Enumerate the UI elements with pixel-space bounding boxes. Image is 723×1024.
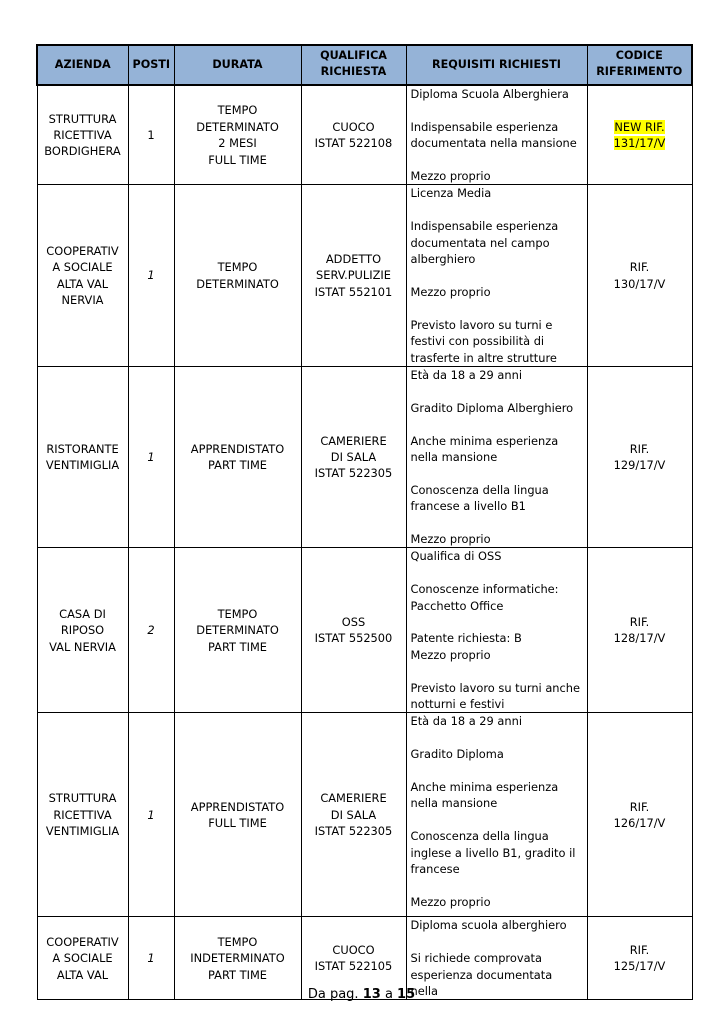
cell-durata-line: FULL TIME [208,815,267,830]
cell-qualifica-line: SERV.PULIZIE [316,268,391,283]
cell-requisiti-line: Si richiede comprovata [410,951,543,966]
cell-requisiti [406,85,587,185]
cell-requisiti [406,185,587,366]
cell-qualifica-line: ADDETTO [325,252,382,267]
cell-requisiti-line: Licenza Media [410,186,492,201]
cell-requisiti-line: notturni e festivi [410,697,505,712]
cell-codice-line: 129/17/V [613,458,666,473]
cell-requisiti-line [411,267,583,283]
cell-qualifica-line: ISTAT 552101 [314,284,393,299]
cell-requisiti-line [411,416,583,432]
cell-durata-line: TEMPO [217,103,258,118]
cell-requisiti-line: Anche minima esperienza [410,433,559,448]
cell-durata [174,548,301,713]
table-row [37,85,692,185]
cell-requisiti-line [411,465,583,481]
cell-azienda-line: STRUTTURA [48,111,117,126]
cell-requisiti-line [411,383,583,399]
cell-requisiti [406,548,587,713]
cell-codice-line: 126/17/V [613,815,666,830]
cell-requisiti-line [411,202,583,218]
cell-azienda-line: COOPERATIV [46,243,119,258]
table-header-row [37,45,692,85]
cell-requisiti-line: Età da 18 a 29 anni [410,714,523,729]
cell-requisiti-line [411,515,583,531]
cell-posti: 2 [128,548,174,713]
cell-azienda-line: RIPOSO [60,623,105,638]
cell-codice-line: RIF. [629,943,650,958]
cell-codice-line: RIF. [629,799,650,814]
header-codice [587,45,692,85]
cell-codice [587,185,692,366]
cell-azienda-line: ALTA VAL [56,967,109,982]
cell-posti: 1 [128,185,174,366]
cell-durata-line: DETERMINATO [196,276,279,291]
header-azienda: AZIENDA [37,45,128,85]
highlighted-code-line: NEW RIF. [614,119,665,134]
cell-requisiti-line: Pacchetto Office [410,598,504,613]
cell-qualifica-line: CAMERIERE [320,791,387,806]
cell-posti: 1 [128,713,174,917]
cell-qualifica-line: ISTAT 552500 [314,631,393,646]
cell-azienda-line: VENTIMIGLIA [45,824,120,839]
cell-codice-line: RIF. [629,615,650,629]
cell-qualifica-line: ISTAT 522305 [314,824,393,839]
cell-qualifica-line: ISTAT 522105 [314,959,393,974]
cell-posti: 1 [128,85,174,185]
cell-requisiti-line: documentata nel campo [410,235,550,250]
table-row [37,713,692,917]
cell-azienda [37,366,128,547]
cell-requisiti-line [411,763,583,779]
cell-requisiti-line: Conoscenza della lingua [410,482,549,497]
table-row [37,548,692,713]
cell-requisiti-line: Indispensabile esperienza [410,219,559,234]
header-durata: DURATA [174,45,301,85]
cell-posti: 1 [128,917,174,1000]
job-offers-table [36,44,693,1000]
cell-requisiti [406,366,587,547]
cell-codice-line: RIF. [629,260,650,275]
cell-qualifica-line: OSS [341,615,366,629]
cell-azienda-line: VENTIMIGLIA [45,458,120,473]
cell-durata-line: 2 MESI [218,136,257,151]
cell-qualifica-line: DI SALA [330,449,377,464]
cell-requisiti-line: Indispensabile esperienza [410,119,559,134]
cell-azienda-line: VAL NERVIA [49,639,116,654]
cell-requisiti-line [411,663,583,679]
cell-qualifica [301,548,406,713]
cell-qualifica [301,713,406,917]
cell-durata-line: INDETERMINATO [190,951,285,966]
footer-page-from: 13 [362,987,381,1002]
cell-requisiti-line: esperienza documentata nella [410,967,553,999]
cell-durata-line: TEMPO [217,606,258,621]
cell-requisiti-line [411,812,583,828]
cell-requisiti-line: Diploma Scuola Alberghiera [410,87,569,101]
cell-durata-line: TEMPO [217,934,258,949]
cell-codice-line: 125/17/V [613,959,666,974]
cell-requisiti-line: Previsto lavoro su turni e [410,317,553,332]
header-qualifica-line: QUALIFICA [320,48,387,62]
cell-requisiti-line: inglese a livello B1, gradito il [410,845,576,860]
cell-qualifica-line: CUOCO [332,943,375,958]
footer-prefix: Da pag. [307,987,359,1002]
cell-azienda-line: ALTA VAL [56,276,109,291]
header-requisiti: REQUISITI RICHIESTI [406,45,587,85]
cell-qualifica-line: CUOCO [332,119,375,134]
cell-requisiti-line: Gradito Diploma [410,747,504,762]
cell-requisiti-line: documentata nella mansione [410,136,577,151]
cell-durata [174,366,301,547]
cell-durata [174,713,301,917]
cell-requisiti-line: nella mansione [410,449,498,464]
cell-qualifica-line: ISTAT 522305 [314,466,393,481]
cell-azienda-line: NERVIA [61,293,104,308]
header-qualifica [301,45,406,85]
cell-requisiti-line: trasferte in altre strutture [410,350,557,365]
cell-requisiti-line [411,102,583,118]
cell-codice [587,713,692,917]
cell-requisiti-line [411,565,583,581]
cell-codice [587,85,692,185]
cell-qualifica-line: DI SALA [330,807,377,822]
cell-requisiti-line: Diploma scuola alberghiero [410,918,567,933]
cell-azienda-line: RISTORANTE [46,441,119,456]
cell-qualifica [301,185,406,366]
cell-qualifica-line: CAMERIERE [320,433,387,448]
header-posti: POSTI [128,45,174,85]
cell-requisiti-line [411,300,583,316]
footer-middle: a [384,987,393,1002]
cell-requisiti-line [411,614,583,630]
cell-requisiti-line: alberghiero [410,252,476,267]
table-row [37,185,692,366]
cell-durata-line: PART TIME [208,458,267,473]
cell-requisiti-line: Età da 18 a 29 anni [410,367,523,382]
cell-requisiti-line [411,730,583,746]
cell-requisiti-line: nella mansione [410,796,498,811]
cell-requisiti-line: Gradito Diploma Alberghiero [410,400,574,415]
cell-durata-line: TEMPO [217,260,258,275]
header-qualifica-line: RICHIESTA [320,65,387,78]
cell-qualifica [301,366,406,547]
cell-qualifica [301,85,406,185]
cell-requisiti-line: Mezzo proprio [410,894,491,909]
cell-durata-line: DETERMINATO [196,119,279,134]
cell-requisiti-line [411,152,583,168]
cell-durata [174,185,301,366]
cell-azienda [37,713,128,917]
highlighted-code-line: 131/17/V [613,136,666,151]
cell-qualifica-line: ISTAT 522108 [314,136,393,151]
cell-requisiti [406,713,587,917]
page-range-footer [0,987,723,1002]
cell-requisiti-line [411,934,583,950]
cell-requisiti-line: Patente richiesta: B [410,631,522,646]
header-codice-line: RIFERIMENTO [596,65,683,78]
cell-requisiti-line: Mezzo proprio [410,647,491,662]
cell-requisiti-line: francese [410,862,460,877]
cell-durata-line: PART TIME [208,639,267,654]
cell-azienda-line: A SOCIALE [52,260,113,275]
cell-azienda-line: COOPERATIV [46,934,119,949]
cell-requisiti-line [411,878,583,894]
cell-requisiti-line: Conoscenze informatiche: [410,582,559,597]
cell-codice-line: 128/17/V [613,631,666,646]
cell-requisiti-line: Previsto lavoro su turni anche [410,680,581,695]
cell-requisiti-line: Anche minima esperienza [410,780,559,795]
cell-azienda [37,185,128,366]
cell-durata-line: APPRENDISTATO [190,799,285,814]
header-codice-line: CODICE [615,48,663,62]
cell-durata-line: DETERMINATO [196,623,279,638]
cell-azienda-line: CASA DI [59,606,106,621]
cell-codice-line: RIF. [629,441,650,456]
cell-durata-line: APPRENDISTATO [190,441,285,456]
cell-azienda [37,85,128,185]
footer-page-to: 15 [397,987,416,1002]
cell-codice [587,366,692,547]
cell-codice-line: 130/17/V [613,276,666,291]
cell-requisiti-line: Mezzo proprio [410,284,491,299]
cell-azienda-line: STRUTTURA [48,791,117,806]
cell-durata [174,85,301,185]
cell-requisiti-line: Conoscenza della lingua [410,829,549,844]
cell-posti: 1 [128,366,174,547]
table-row [37,366,692,547]
cell-durata-line: PART TIME [208,967,267,982]
cell-azienda-line: A SOCIALE [52,951,113,966]
cell-azienda [37,548,128,713]
cell-requisiti-line: Mezzo proprio [410,531,491,546]
cell-codice [587,548,692,713]
cell-durata-line: FULL TIME [208,152,267,167]
cell-requisiti-line: francese a livello B1 [410,499,526,514]
cell-requisiti-line: festivi con possibilità di [410,334,545,349]
cell-requisiti-line: Mezzo proprio [410,169,491,184]
cell-azienda-line: BORDIGHERA [44,144,121,159]
cell-azienda-line: RICETTIVA [53,128,112,143]
cell-requisiti-line: Qualifica di OSS [410,549,502,564]
cell-azienda-line: RICETTIVA [53,807,112,822]
